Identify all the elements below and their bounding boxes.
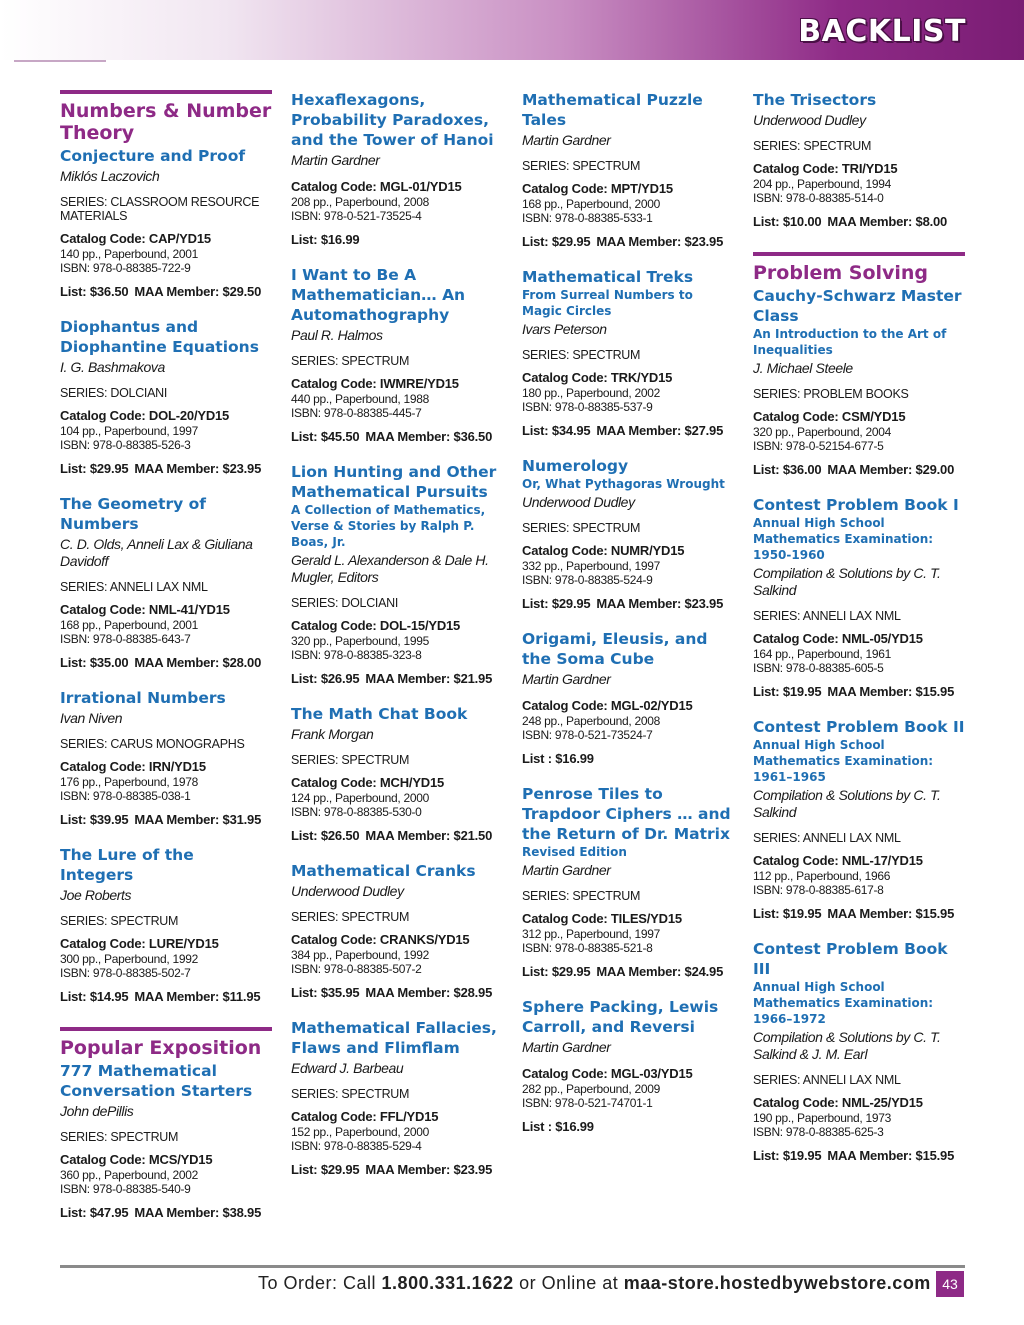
- book-detail: ISBN: 978-0-88385-529-4: [291, 1139, 422, 1153]
- catalog-code: Catalog Code: LURE/YD15: [60, 936, 219, 951]
- catalog-code: Catalog Code: CRANKS/YD15: [291, 932, 470, 947]
- price-line: [753, 906, 965, 922]
- price-line: [753, 1148, 965, 1164]
- page-number: 43: [936, 1271, 964, 1297]
- book-title[interactable]: Mathematical Cranks: [291, 862, 476, 880]
- catalog-code: Catalog Code: MGL-02/YD15: [522, 698, 693, 713]
- member-price: MAA Member: $23.95: [365, 1162, 493, 1177]
- book-subtitle: From Surreal Numbers to Magic Circles: [522, 288, 693, 318]
- book-author: Martin Gardner: [522, 671, 611, 687]
- book-detail: 152 pp., Paperbound, 2000: [291, 1125, 429, 1139]
- book-detail: ISBN: 978-0-88385-605-5: [753, 661, 884, 675]
- book-title[interactable]: Contest Problem Book III: [753, 940, 948, 978]
- member-price: MAA Member: $23.95: [134, 461, 262, 476]
- book-entry: [60, 1061, 272, 1221]
- book-author: Martin Gardner: [522, 132, 611, 148]
- book-series: SERIES: PROBLEM BOOKS: [753, 387, 909, 401]
- section-header: [60, 90, 272, 144]
- book-detail: 104 pp., Paperbound, 1997: [60, 424, 198, 438]
- book-series: SERIES: CLASSROOM RESOURCE MATERIALS: [60, 195, 260, 223]
- book-detail: 320 pp., Paperbound, 1995: [291, 634, 429, 648]
- page-title: BACKLIST: [798, 14, 966, 49]
- list-price: List: $35.95: [291, 985, 360, 1000]
- list-price: List : $16.99: [522, 751, 594, 766]
- book-series: SERIES: DOLCIANI: [291, 596, 399, 610]
- book-subtitle: Or, What Pythagoras Wrought: [522, 477, 725, 491]
- book-detail: ISBN: 978-0-88385-502-7: [60, 966, 191, 980]
- book-series: SERIES: DOLCIANI: [60, 386, 168, 400]
- member-price: MAA Member: $27.95: [596, 423, 724, 438]
- book-detail: ISBN: 978-0-52154-677-5: [753, 439, 884, 453]
- book-author: Underwood Dudley: [291, 883, 404, 899]
- book-detail: ISBN: 978-0-88385-530-0: [291, 805, 422, 819]
- price-line: [522, 596, 734, 612]
- book-author: Martin Gardner: [522, 862, 611, 878]
- list-price: List: $14.95: [60, 989, 129, 1004]
- price-line: [60, 655, 272, 671]
- book-detail: 190 pp., Paperbound, 1973: [753, 1111, 891, 1125]
- book-series: SERIES: SPECTRUM: [522, 889, 641, 903]
- book-entry: [60, 317, 272, 477]
- book-detail: 360 pp., Paperbound, 2002: [60, 1168, 198, 1182]
- book-detail: 320 pp., Paperbound, 2004: [753, 425, 891, 439]
- book-series: SERIES: ANNELI LAX NML: [753, 609, 901, 623]
- catalog-code: Catalog Code: CSM/YD15: [753, 409, 906, 424]
- member-price: MAA Member: $24.95: [596, 964, 724, 979]
- book-detail: ISBN: 978-0-88385-507-2: [291, 962, 422, 976]
- price-line: [522, 964, 734, 980]
- list-price: List: $29.95: [291, 1162, 360, 1177]
- book-title[interactable]: Irrational Numbers: [60, 689, 226, 707]
- catalog-code: Catalog Code: TRI/YD15: [753, 161, 898, 176]
- list-price: List: $36.50: [60, 284, 129, 299]
- book-title[interactable]: Hexaflexagons, Probability Paradoxes, and the Tower of Hanoi: [291, 91, 494, 149]
- list-price: List: $47.95: [60, 1205, 129, 1220]
- book-title[interactable]: The Geometry of Numbers: [60, 495, 207, 533]
- list-price: List: $35.00: [60, 655, 129, 670]
- list-price: List: $26.50: [291, 828, 360, 843]
- member-price: MAA Member: $23.95: [596, 234, 724, 249]
- price-line: [522, 423, 734, 439]
- book-author: Ivars Peterson: [522, 321, 607, 337]
- book-series: SERIES: SPECTRUM: [753, 139, 872, 153]
- catalog-code: Catalog Code: NML-05/YD15: [753, 631, 923, 646]
- book-title[interactable]: Cauchy-Schwarz Master Class: [753, 287, 962, 325]
- catalog-code: Catalog Code: MGL-01/YD15: [291, 179, 462, 194]
- price-line: [60, 1205, 272, 1221]
- catalog-code: Catalog Code: IRN/YD15: [60, 759, 206, 774]
- book-title[interactable]: Lion Hunting and Other Mathematical Pursuits: [291, 463, 497, 501]
- book-entry: [753, 90, 965, 230]
- book-detail: 124 pp., Paperbound, 2000: [291, 791, 429, 805]
- list-price: List: $34.95: [522, 423, 591, 438]
- list-price: List: $39.95: [60, 812, 129, 827]
- column-1: [60, 90, 272, 1238]
- book-author: Underwood Dudley: [753, 112, 866, 128]
- section-title: Problem Solving: [753, 262, 929, 284]
- section-title: Popular Exposition: [60, 1037, 262, 1059]
- book-subtitle: Annual High School Mathematics Examination: 1966–1972: [753, 980, 934, 1026]
- book-author: Ivan Niven: [60, 710, 123, 726]
- member-price: MAA Member: $29.50: [134, 284, 262, 299]
- book-entry: [522, 267, 734, 439]
- order-middle: or Online at: [513, 1273, 624, 1293]
- member-price: MAA Member: $28.00: [134, 655, 262, 670]
- book-entry: [291, 90, 503, 248]
- price-line: [291, 232, 503, 248]
- book-subtitle: Annual High School Mathematics Examination: 1950-1960: [753, 516, 934, 562]
- catalog-code: Catalog Code: NML-25/YD15: [753, 1095, 923, 1110]
- list-price: List : $16.99: [522, 1119, 594, 1134]
- book-entry: [291, 265, 503, 445]
- book-detail: ISBN: 978-0-521-73524-7: [522, 728, 653, 742]
- book-entry: [522, 90, 734, 250]
- book-author: Gerald L. Alexanderson & Dale H. Mugler, Editors: [291, 552, 489, 585]
- book-detail: 282 pp., Paperbound, 2009: [522, 1082, 660, 1096]
- book-title[interactable]: Mathematical Treks: [522, 268, 694, 286]
- book-title[interactable]: The Trisectors: [753, 91, 877, 109]
- book-author: I. G. Bashmakova: [60, 359, 165, 375]
- book-author: Frank Morgan: [291, 726, 374, 742]
- book-author: Miklós Laczovich: [60, 168, 160, 184]
- price-line: [753, 462, 965, 478]
- price-line: [291, 671, 503, 687]
- price-line: [522, 234, 734, 250]
- book-detail: 168 pp., Paperbound, 2001: [60, 618, 198, 632]
- catalog-code: Catalog Code: TILES/YD15: [522, 911, 682, 926]
- price-line: [291, 985, 503, 1001]
- book-detail: ISBN: 978-0-88385-625-3: [753, 1125, 884, 1139]
- list-price: List: $19.95: [753, 906, 822, 921]
- book-detail: ISBN: 978-0-88385-722-9: [60, 261, 191, 275]
- book-detail: 332 pp., Paperbound, 1997: [522, 559, 660, 573]
- member-price: MAA Member: $23.95: [596, 596, 724, 611]
- catalog-code: Catalog Code: MCS/YD15: [60, 1152, 213, 1167]
- book-detail: ISBN: 978-0-88385-445-7: [291, 406, 422, 420]
- book-author: Martin Gardner: [291, 152, 380, 168]
- list-price: List: $29.95: [60, 461, 129, 476]
- book-title[interactable]: Sphere Packing, Lewis Carroll, and Reversi: [522, 998, 719, 1036]
- book-entry: [522, 997, 734, 1135]
- book-subtitle: An Introduction to the Art of Inequalities: [753, 327, 947, 357]
- book-subtitle: Revised Edition: [522, 845, 627, 859]
- book-detail: ISBN: 978-0-88385-643-7: [60, 632, 191, 646]
- price-line: [60, 989, 272, 1005]
- book-author: Paul R. Halmos: [291, 327, 383, 343]
- price-line: [60, 461, 272, 477]
- book-series: SERIES: CARUS MONOGRAPHS: [60, 737, 245, 751]
- member-price: MAA Member: $28.95: [365, 985, 493, 1000]
- book-series: SERIES: ANNELI LAX NML: [60, 580, 208, 594]
- book-author: C. D. Olds, Anneli Lax & Giuliana Davidoff: [60, 536, 253, 569]
- book-detail: 208 pp., Paperbound, 2008: [291, 195, 429, 209]
- book-entry: [753, 717, 965, 922]
- book-title[interactable]: Mathematical Puzzle Tales: [522, 91, 703, 129]
- price-line: [291, 828, 503, 844]
- list-price: List: $16.99: [291, 232, 360, 247]
- price-line: [291, 429, 503, 445]
- catalog-code: Catalog Code: MCH/YD15: [291, 775, 445, 790]
- book-detail: 312 pp., Paperbound, 1997: [522, 927, 660, 941]
- catalog-code: Catalog Code: DOL-20/YD15: [60, 408, 230, 423]
- book-title[interactable]: Contest Problem Book I: [753, 496, 959, 514]
- member-price: MAA Member: $29.00: [827, 462, 955, 477]
- catalog-code: Catalog Code: DOL-15/YD15: [291, 618, 461, 633]
- list-price: List: $36.00: [753, 462, 822, 477]
- book-entry: [60, 845, 272, 1005]
- member-price: MAA Member: $15.95: [827, 1148, 955, 1163]
- book-author: Edward J. Barbeau: [291, 1060, 404, 1076]
- book-title[interactable]: I Want to Be A Mathematician… An Automathography: [291, 266, 466, 324]
- book-detail: ISBN: 978-0-88385-524-9: [522, 573, 653, 587]
- book-title[interactable]: Conjecture and Proof: [60, 147, 246, 165]
- catalog-code: Catalog Code: NUMR/YD15: [522, 543, 685, 558]
- book-entry: [291, 1018, 503, 1178]
- book-detail: 164 pp., Paperbound, 1961: [753, 647, 891, 661]
- member-price: MAA Member: $31.95: [134, 812, 262, 827]
- list-price: List: $45.50: [291, 429, 360, 444]
- book-detail: 440 pp., Paperbound, 1988: [291, 392, 429, 406]
- book-detail: ISBN: 978-0-88385-514-0: [753, 191, 884, 205]
- book-series: SERIES: SPECTRUM: [291, 753, 410, 767]
- book-author: Compilation & Solutions by C. T. Salkind & J. M. Earl: [753, 1029, 941, 1062]
- book-series: SERIES: SPECTRUM: [522, 348, 641, 362]
- book-entry: [753, 495, 965, 700]
- member-price: MAA Member: $21.95: [365, 671, 493, 686]
- book-author: Joe Roberts: [60, 887, 132, 903]
- price-line: [291, 1162, 503, 1178]
- book-entry: [291, 861, 503, 1001]
- book-detail: ISBN: 978-0-88385-537-9: [522, 400, 653, 414]
- book-subtitle: Annual High School Mathematics Examination: 1961–1965: [753, 738, 934, 784]
- book-title[interactable]: Mathematical Fallacies, Flaws and Flimflam: [291, 1019, 497, 1057]
- book-detail: ISBN: 978-0-521-73525-4: [291, 209, 422, 223]
- book-detail: 248 pp., Paperbound, 2008: [522, 714, 660, 728]
- book-detail: ISBN: 978-0-88385-521-8: [522, 941, 653, 955]
- book-detail: 180 pp., Paperbound, 2002: [522, 386, 660, 400]
- book-detail: ISBN: 978-0-88385-533-1: [522, 211, 653, 225]
- order-info: [258, 1273, 931, 1294]
- catalog-code: Catalog Code: NML-17/YD15: [753, 853, 923, 868]
- price-line: [522, 1119, 734, 1135]
- book-title[interactable]: Numerology: [522, 457, 629, 475]
- book-series: SERIES: SPECTRUM: [291, 1087, 410, 1101]
- book-title[interactable]: The Math Chat Book: [291, 705, 468, 723]
- book-detail: 168 pp., Paperbound, 2000: [522, 197, 660, 211]
- list-price: List: $26.95: [291, 671, 360, 686]
- member-price: MAA Member: $11.95: [134, 989, 261, 1004]
- book-author: J. Michael Steele: [753, 360, 853, 376]
- footer-rule: [60, 1265, 965, 1268]
- book-series: SERIES: SPECTRUM: [291, 910, 410, 924]
- order-phone[interactable]: 1.800.331.1622: [381, 1273, 514, 1293]
- book-detail: 204 pp., Paperbound, 1994: [753, 177, 891, 191]
- section-header: [753, 252, 965, 284]
- book-detail: ISBN: 978-0-521-74701-1: [522, 1096, 653, 1110]
- book-author: Compilation & Solutions by C. T. Salkind: [753, 787, 941, 820]
- list-price: List: $10.00: [753, 214, 822, 229]
- list-price: List: $29.95: [522, 234, 591, 249]
- book-entry: [522, 784, 734, 980]
- book-detail: ISBN: 978-0-88385-038-1: [60, 789, 191, 803]
- list-price: List: $29.95: [522, 964, 591, 979]
- member-price: MAA Member: $38.95: [134, 1205, 262, 1220]
- book-title[interactable]: Origami, Eleusis, and the Soma Cube: [522, 630, 708, 668]
- book-detail: 176 pp., Paperbound, 1978: [60, 775, 198, 789]
- book-series: SERIES: SPECTRUM: [522, 159, 641, 173]
- header-rule: [14, 60, 106, 62]
- book-detail: ISBN: 978-0-88385-540-9: [60, 1182, 191, 1196]
- book-author: Martin Gardner: [522, 1039, 611, 1055]
- list-price: List: $29.95: [522, 596, 591, 611]
- book-series: SERIES: SPECTRUM: [522, 521, 641, 535]
- catalog-code: Catalog Code: IWMRE/YD15: [291, 376, 459, 391]
- section-title: Numbers & Number Theory: [60, 100, 272, 144]
- list-price: List: $19.95: [753, 1148, 822, 1163]
- book-detail: ISBN: 978-0-88385-323-8: [291, 648, 422, 662]
- book-entry: [60, 688, 272, 828]
- book-title[interactable]: Diophantus and Diophantine Equations: [60, 318, 259, 356]
- column-4: [753, 90, 965, 1181]
- price-line: [60, 284, 272, 300]
- book-entry: [291, 704, 503, 844]
- member-price: MAA Member: $8.00: [827, 214, 948, 229]
- book-entry: [522, 456, 734, 612]
- catalog-code: Catalog Code: MPT/YD15: [522, 181, 673, 196]
- book-title[interactable]: Contest Problem Book II: [753, 718, 965, 736]
- catalog-code: Catalog Code: CAP/YD15: [60, 231, 211, 246]
- book-entry: [60, 146, 272, 300]
- book-detail: 300 pp., Paperbound, 1992: [60, 952, 198, 966]
- book-title[interactable]: 777 Mathematical Conversation Starters: [60, 1062, 253, 1100]
- order-prefix: To Order: Call: [258, 1273, 382, 1293]
- member-price: MAA Member: $15.95: [827, 906, 955, 921]
- catalog-code: Catalog Code: FFL/YD15: [291, 1109, 439, 1124]
- book-series: SERIES: ANNELI LAX NML: [753, 831, 901, 845]
- book-subtitle: A Collection of Mathematics, Verse & Stories by Ralph P. Boas, Jr.: [291, 503, 486, 549]
- book-entry: [522, 629, 734, 767]
- order-url[interactable]: maa-store.hostedbywebstore.com: [623, 1273, 931, 1293]
- price-line: [753, 214, 965, 230]
- book-author: Compilation & Solutions by C. T. Salkind: [753, 565, 941, 598]
- price-line: [522, 751, 734, 767]
- book-detail: 140 pp., Paperbound, 2001: [60, 247, 198, 261]
- book-entry: [60, 494, 272, 671]
- book-author: John dePillis: [60, 1103, 134, 1119]
- catalog-code: Catalog Code: NML-41/YD15: [60, 602, 230, 617]
- column-2: [291, 90, 503, 1195]
- column-3: [522, 90, 734, 1152]
- book-series: SERIES: SPECTRUM: [291, 354, 410, 368]
- list-price: List: $19.95: [753, 684, 822, 699]
- book-detail: 384 pp., Paperbound, 1992: [291, 948, 429, 962]
- book-entry: [291, 462, 503, 687]
- member-price: MAA Member: $36.50: [365, 429, 493, 444]
- member-price: MAA Member: $15.95: [827, 684, 955, 699]
- book-series: SERIES: SPECTRUM: [60, 1130, 179, 1144]
- price-line: [60, 812, 272, 828]
- member-price: MAA Member: $21.50: [365, 828, 493, 843]
- section-header: [60, 1027, 272, 1059]
- book-detail: ISBN: 978-0-88385-526-3: [60, 438, 191, 452]
- book-series: SERIES: SPECTRUM: [60, 914, 179, 928]
- book-detail: ISBN: 978-0-88385-617-8: [753, 883, 884, 897]
- book-title[interactable]: The Lure of the Integers: [60, 846, 194, 884]
- book-series: SERIES: ANNELI LAX NML: [753, 1073, 901, 1087]
- book-title[interactable]: Penrose Tiles to Trapdoor Ciphers … and the Return of Dr. Matrix: [522, 785, 731, 843]
- book-entry: [753, 286, 965, 478]
- catalog-code: Catalog Code: MGL-03/YD15: [522, 1066, 693, 1081]
- book-author: Underwood Dudley: [522, 494, 635, 510]
- book-entry: [753, 939, 965, 1164]
- book-detail: 112 pp., Paperbound, 1966: [753, 869, 891, 883]
- price-line: [753, 684, 965, 700]
- catalog-code: Catalog Code: TRK/YD15: [522, 370, 673, 385]
